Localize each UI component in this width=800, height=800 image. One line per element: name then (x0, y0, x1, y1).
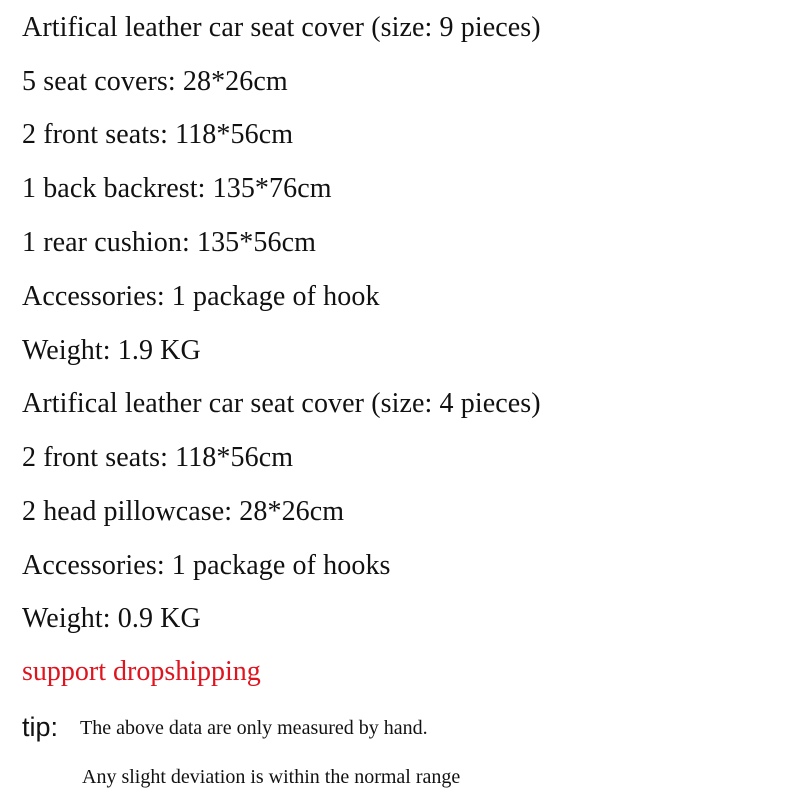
set-9-rear-cushion: 1 rear cushion: 135*56cm (22, 227, 316, 258)
set-9-seat-covers: 5 seat covers: 28*26cm (22, 66, 288, 97)
set-9-accessories: Accessories: 1 package of hook (22, 281, 380, 312)
tip-text-line: Any slight deviation is within the normal range (82, 766, 461, 788)
set-4-weight: Weight: 0.9 KG (22, 603, 201, 634)
set-4-accessories: Accessories: 1 package of hooks (22, 550, 391, 581)
set-9-front-seats: 2 front seats: 118*56cm (22, 119, 294, 150)
set-9-title: Artifical leather car seat cover (size: 9 pieces) (22, 12, 541, 43)
set-9-weight: Weight: 1.9 KG (22, 335, 201, 366)
tip-text-line: The above data are only measured by hand. (80, 717, 428, 739)
set-4-front-seats: 2 front seats: 118*56cm (22, 442, 294, 473)
set-9-back-backrest: 1 back backrest: 135*76cm (22, 173, 332, 204)
set-4-title: Artifical leather car seat cover (size: 4 pieces) (22, 388, 541, 419)
dropshipping-promo: support dropshipping (22, 656, 261, 687)
set-4-head-pillowcase: 2 head pillowcase: 28*26cm (22, 496, 345, 527)
tip-label: tip: (22, 712, 59, 742)
